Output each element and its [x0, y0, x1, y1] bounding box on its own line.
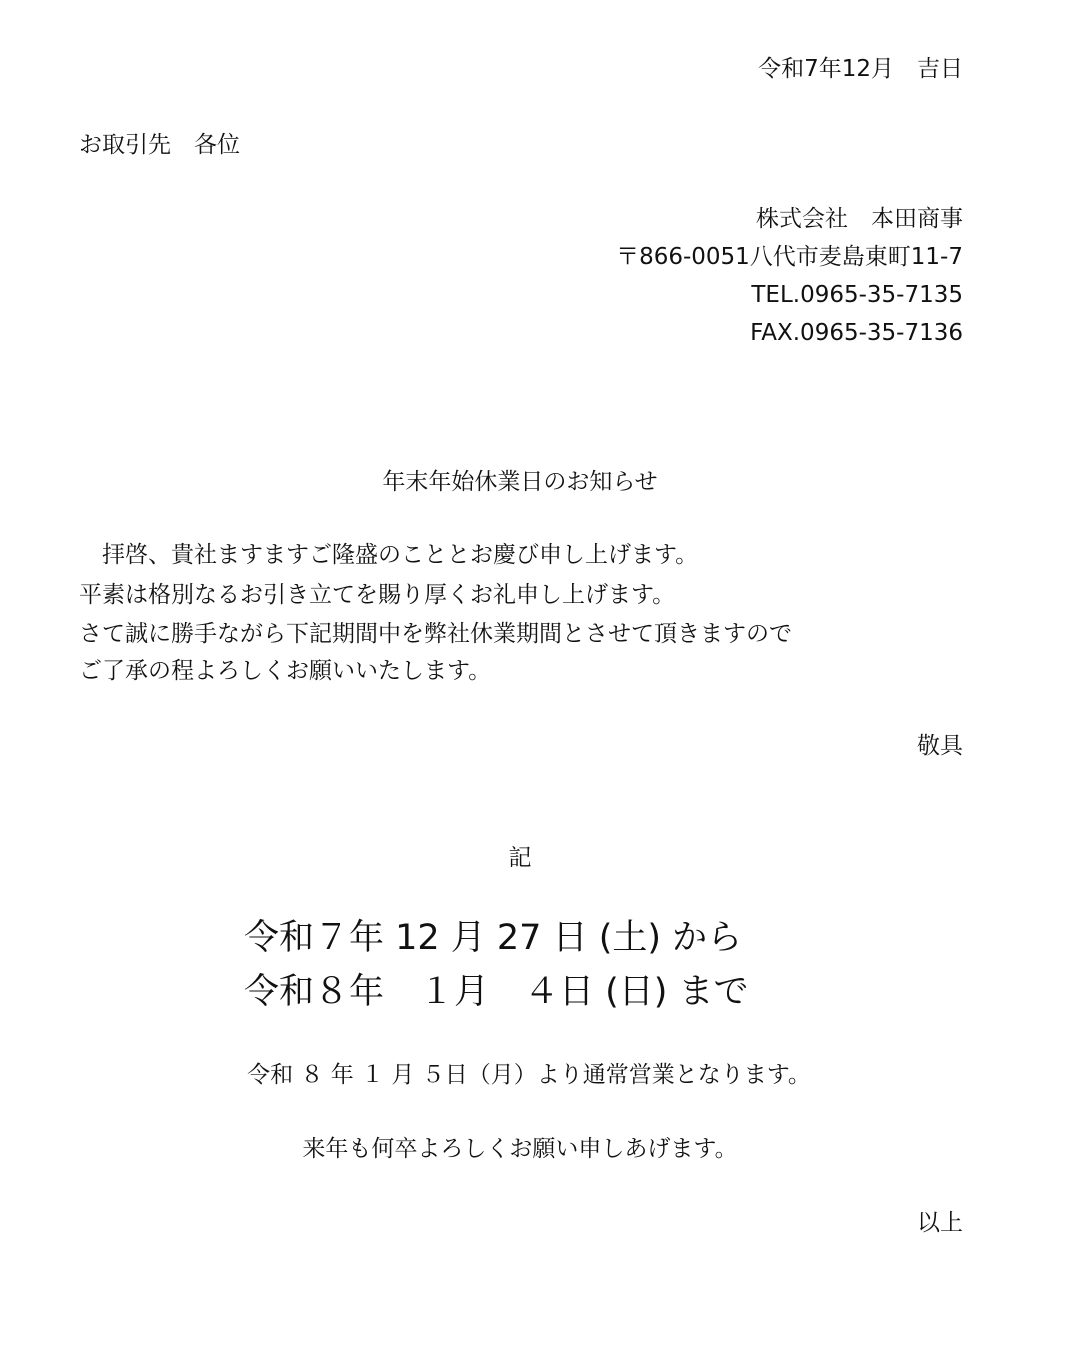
- document-date: 令和7年12月 吉日: [758, 56, 963, 82]
- sender-fax: FAX.0965-35-7136: [750, 320, 963, 346]
- closing-ijou: 以上: [917, 1210, 963, 1236]
- sender-address: 〒866-0051八代市麦島東町11-7: [616, 244, 963, 270]
- sender-tel: TEL.0965-35-7135: [751, 282, 963, 308]
- body-line-2: 平素は格別なるお引き立てを賜り厚くお礼申し上げます。: [79, 582, 676, 608]
- document-title: 年末年始休業日のお知らせ: [382, 469, 658, 495]
- closing-keigu: 敬具: [917, 733, 963, 759]
- sender-company: 株式会社 本田商事: [756, 206, 963, 232]
- body-line-3: さて誠に勝手ながら下記期間中を弊社休業期間とさせて頂きますので: [79, 621, 792, 647]
- holiday-period-from: 令和７年 12 月 27 日 (土) から: [244, 918, 743, 958]
- body-line-4: ご了承の程よろしくお願いいたします。: [79, 658, 492, 684]
- new-year-greeting: 来年も何卒よろしくお願い申しあげます。: [302, 1136, 738, 1162]
- recipient: お取引先 各位: [79, 132, 240, 158]
- body-line-1: 拝啓、貴社ますますご隆盛のこととお慶び申し上げます。: [79, 542, 699, 568]
- holiday-period-to: 令和８年 １月 ４日 (日) まで: [244, 972, 749, 1012]
- ki-heading: 記: [508, 845, 532, 871]
- business-resume-date: 令和 ８ 年 １ 月 ５日（月）より通常営業となります。: [247, 1062, 811, 1088]
